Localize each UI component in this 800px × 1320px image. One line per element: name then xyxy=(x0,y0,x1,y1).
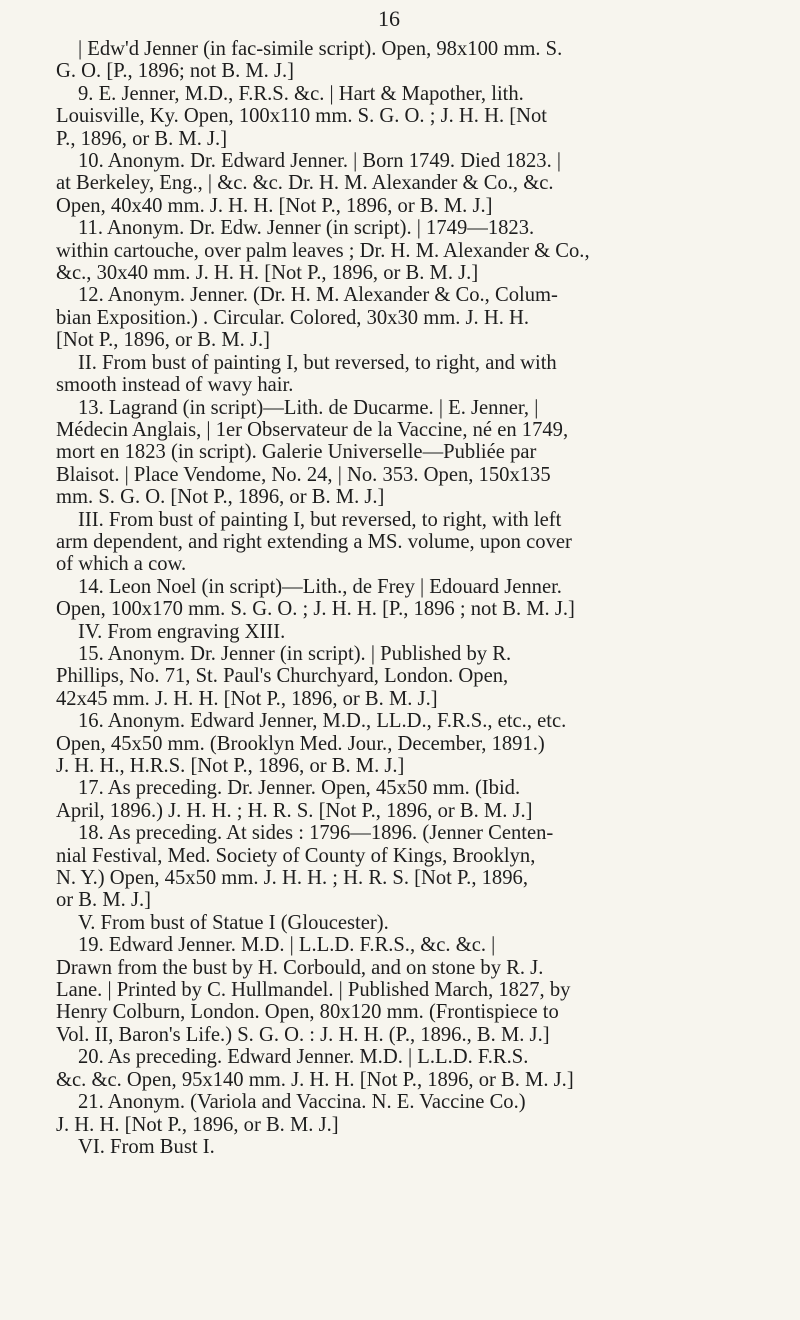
text-line: Drawn from the bust by H. Corbould, and on stone by R. J. xyxy=(56,956,544,979)
text-line: &c. &c. Open, 95x140 mm. J. H. H. [Not P., 1896, or B. M. J.] xyxy=(56,1068,574,1091)
text-line: Open, 45x50 mm. (Brooklyn Med. Jour., December, 1891.) xyxy=(56,732,545,755)
text-line: N. Y.) Open, 45x50 mm. J. H. H. ; H. R. S. [Not P., 1896, xyxy=(56,867,528,890)
entry-11: 11. Anonym. Dr. Edw. Jenner (in script). | 1749—1823. xyxy=(78,217,535,240)
page-number: 16 xyxy=(378,6,400,31)
text-line: or B. M. J.] xyxy=(56,889,151,912)
text-line: J. H. H. [Not P., 1896, or B. M. J.] xyxy=(56,1113,339,1136)
entry-13: 13. Lagrand (in script)—Lith. de Ducarme. | E. Jenner, | xyxy=(78,396,539,419)
text-line: Médecin Anglais, | 1er Observateur de la Vaccine, né en 1749, xyxy=(56,418,569,441)
text-line: bian Exposition.) . Circular. Colored, 30x30 mm. J. H. H. xyxy=(56,306,530,329)
entry-15: 15. Anonym. Dr. Jenner (in script). | Published by R. xyxy=(78,642,512,665)
entry-19: 19. Edward Jenner. M.D. | L.L.D. F.R.S., &c. &c. | xyxy=(78,934,496,957)
text-line: Phillips, No. 71, St. Paul's Churchyard, London. Open, xyxy=(56,665,509,688)
text-line: | Edw'd Jenner (in fac-simile script). Open, 98x100 mm. S. xyxy=(78,38,563,60)
section-heading-II: II. From bust of painting I, but reversed, to right, and with xyxy=(78,351,557,374)
entry-9: 9. E. Jenner, M.D., F.R.S. &c. | Hart & Mapother, lith. xyxy=(78,82,524,105)
text-line: within cartouche, over palm leaves ; Dr. H. M. Alexander & Co., xyxy=(56,239,590,262)
section-heading-VI: VI. From Bust I. xyxy=(78,1135,215,1158)
text-line: Blaisot. | Place Vendome, No. 24, | No. 353. Open, 150x135 xyxy=(56,463,551,486)
text-line: Henry Colburn, London. Open, 80x120 mm. (Frontispiece to xyxy=(56,1001,559,1024)
section-heading-IV: IV. From engraving XIII. xyxy=(78,620,286,643)
text-line: nial Festival, Med. Society of County of Kings, Brooklyn, xyxy=(56,844,536,867)
entry-14: 14. Leon Noel (in script)—Lith., de Frey | Edouard Jenner. xyxy=(78,575,562,598)
entry-16: 16. Anonym. Edward Jenner, M.D., LL.D., F.R.S., etc., etc. xyxy=(78,710,567,733)
text-line: Vol. II, Baron's Life.) S. G. O. : J. H. H. (P., 1896., B. M. J.] xyxy=(56,1023,550,1046)
entry-21: 21. Anonym. (Variola and Vaccina. N. E. Vaccine Co.) xyxy=(78,1091,526,1114)
text-line: April, 1896.) J. H. H. ; H. R. S. [Not P., 1896, or B. M. J.] xyxy=(56,799,533,822)
entry-17: 17. As preceding. Dr. Jenner. Open, 45x50 mm. (Ibid. xyxy=(78,777,521,800)
catalogue-text xyxy=(56,38,722,1158)
text-line: Lane. | Printed by C. Hullmandel. | Published March, 1827, by xyxy=(56,979,571,1002)
section-heading-V: V. From bust of Statue I (Gloucester). xyxy=(78,911,389,934)
text-line: [Not P., 1896, or B. M. J.] xyxy=(56,329,270,352)
text-line: arm dependent, and right extending a MS. volume, upon cover xyxy=(56,530,572,553)
entry-10: 10. Anonym. Dr. Edward Jenner. | Born 1749. Died 1823. | xyxy=(78,150,561,173)
text-line: 42x45 mm. J. H. H. [Not P., 1896, or B. M. J.] xyxy=(56,687,438,710)
text-line: at Berkeley, Eng., | &c. &c. Dr. H. M. Alexander & Co., &c. xyxy=(56,172,554,195)
entry-18: 18. As preceding. At sides : 1796—1896. (Jenner Centen- xyxy=(78,822,554,845)
text-line: Open, 40x40 mm. J. H. H. [Not P., 1896, or B. M. J.] xyxy=(56,194,493,217)
text-line: mort en 1823 (in script). Galerie Universelle—Publiée par xyxy=(56,441,537,464)
text-line: Louisville, Ky. Open, 100x110 mm. S. G. O. ; J. H. H. [Not xyxy=(56,105,547,128)
text-line: P., 1896, or B. M. J.] xyxy=(56,127,228,150)
text-line: of which a cow. xyxy=(56,553,187,576)
entry-20: 20. As preceding. Edward Jenner. M.D. | L.L.D. F.R.S. xyxy=(78,1046,529,1069)
section-heading-III: III. From bust of painting I, but reversed, to right, with left xyxy=(78,508,562,531)
text-line: &c., 30x40 mm. J. H. H. [Not P., 1896, or B. M. J.] xyxy=(56,262,479,285)
text-line: Open, 100x170 mm. S. G. O. ; J. H. H. [P., 1896 ; not B. M. J.] xyxy=(56,598,575,621)
text-line: J. H. H., H.R.S. [Not P., 1896, or B. M. J.] xyxy=(56,755,405,777)
text-line: G. O. [P., 1896; not B. M. J.] xyxy=(56,60,294,83)
text-line: smooth instead of wavy hair. xyxy=(56,374,294,397)
text-line: mm. S. G. O. [Not P., 1896, or B. M. J.] xyxy=(56,486,385,509)
entry-12: 12. Anonym. Jenner. (Dr. H. M. Alexander & Co., Colum- xyxy=(78,284,558,307)
